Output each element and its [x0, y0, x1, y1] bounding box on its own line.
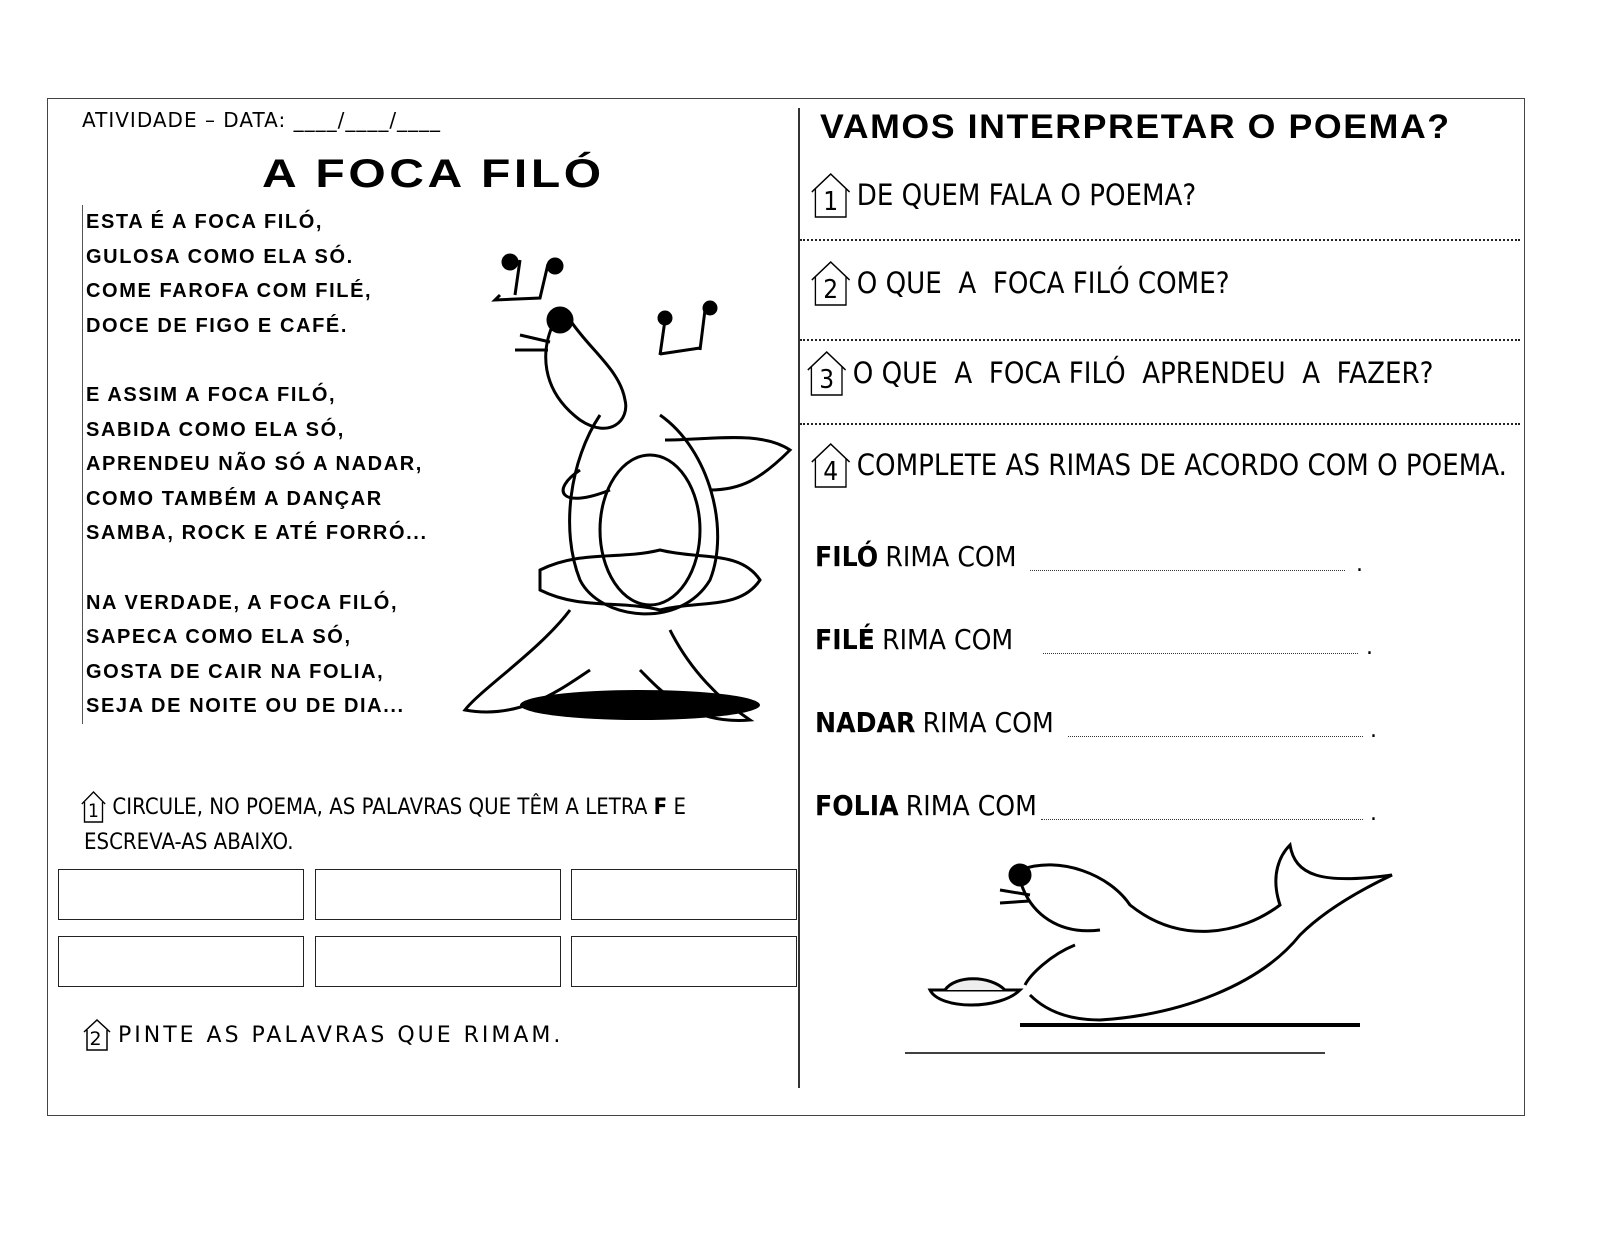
rhyme-answer-line[interactable]: [1068, 736, 1363, 737]
poem-line: NA VERDADE, A FOCA FILÓ,: [86, 591, 399, 614]
rhyme-row-folia: FOLIA RIMA COM: [815, 789, 1037, 822]
poem-line: SEJA DE NOITE OU DE DIA...: [86, 695, 405, 718]
answer-box[interactable]: [315, 936, 561, 987]
house-number-icon: 4: [810, 442, 851, 488]
dotted-separator: [800, 423, 1520, 425]
poem-title: A FOCA FILÓ: [262, 152, 605, 196]
left-question-1-continued: ESCREVA-AS ABAIXO.: [84, 830, 294, 855]
house-number-icon: 1: [810, 172, 851, 218]
poem-line: SAMBA, ROCK E ATÉ FORRÓ...: [86, 522, 428, 545]
answer-box[interactable]: [58, 869, 304, 920]
poem-line: SABIDA COMO ELA SÓ,: [86, 418, 345, 441]
poem-line: SAPECA COMO ELA SÓ,: [86, 626, 352, 649]
period: .: [1370, 801, 1377, 826]
answer-box[interactable]: [571, 869, 797, 920]
poem-line: COMO TAMBÉM A DANÇAR: [86, 487, 383, 510]
poem-line: E ASSIM A FOCA FILÓ,: [86, 383, 337, 406]
left-question-1: 1 CIRCULE, NO POEMA, AS PALAVRAS QUE TÊM A LETRA F E: [80, 790, 686, 824]
poem-line: ESTA É A FOCA FILÓ,: [86, 211, 324, 233]
interpretation-question-4: 4 COMPLETE AS RIMAS DE ACORDO COM O POEMA.: [810, 442, 1507, 488]
interpretation-question-1: 1 DE QUEM FALA O POEMA?: [810, 172, 1196, 218]
eating-seal-illustration: [900, 835, 1410, 1060]
poem-text: [82, 205, 428, 724]
answer-box[interactable]: [571, 936, 797, 987]
house-number-icon: 1: [80, 790, 107, 824]
rhyme-answer-line[interactable]: [1043, 653, 1358, 654]
answer-box[interactable]: [315, 869, 561, 920]
rhyme-row-file: FILÉ RIMA COM: [815, 623, 1014, 656]
interpretation-title: VAMOS INTERPRETAR O POEMA?: [820, 108, 1451, 146]
interpretation-question-3: 3 O QUE A FOCA FILÓ APRENDEU A FAZER?: [806, 350, 1434, 396]
period: .: [1356, 552, 1363, 577]
rhyme-row-filo: FILÓ RIMA COM: [815, 540, 1017, 573]
dotted-separator: [800, 239, 1520, 241]
poem-line: GULOSA COMO ELA SÓ.: [86, 245, 354, 268]
poem-line: DOCE DE FIGO E CAFÉ.: [86, 314, 349, 337]
house-number-icon: 2: [810, 260, 851, 306]
left-question-2: 2 PINTE AS PALAVRAS QUE RIMAM.: [82, 1018, 563, 1052]
house-number-icon: 2: [82, 1018, 112, 1052]
house-number-icon: 3: [806, 350, 847, 396]
rhyme-answer-line[interactable]: [1030, 570, 1345, 571]
rhyme-answer-line[interactable]: [1041, 819, 1363, 820]
dotted-separator: [800, 339, 1520, 341]
answer-box[interactable]: [58, 936, 304, 987]
interpretation-question-2: 2 O QUE A FOCA FILÓ COME?: [810, 260, 1230, 306]
poem-line: APRENDEU NÃO SÓ A NADAR,: [86, 453, 423, 476]
dancing-seal-illustration: [460, 250, 800, 740]
rhyme-row-nadar: NADAR RIMA COM: [815, 706, 1054, 739]
date-label: ATIVIDADE – DATA: ____/____/____: [82, 108, 442, 132]
poem-line: COME FAROFA COM FILÉ,: [86, 280, 373, 303]
period: .: [1366, 635, 1373, 660]
period: .: [1370, 718, 1377, 743]
poem-line: GOSTA DE CAIR NA FOLIA,: [86, 660, 385, 683]
